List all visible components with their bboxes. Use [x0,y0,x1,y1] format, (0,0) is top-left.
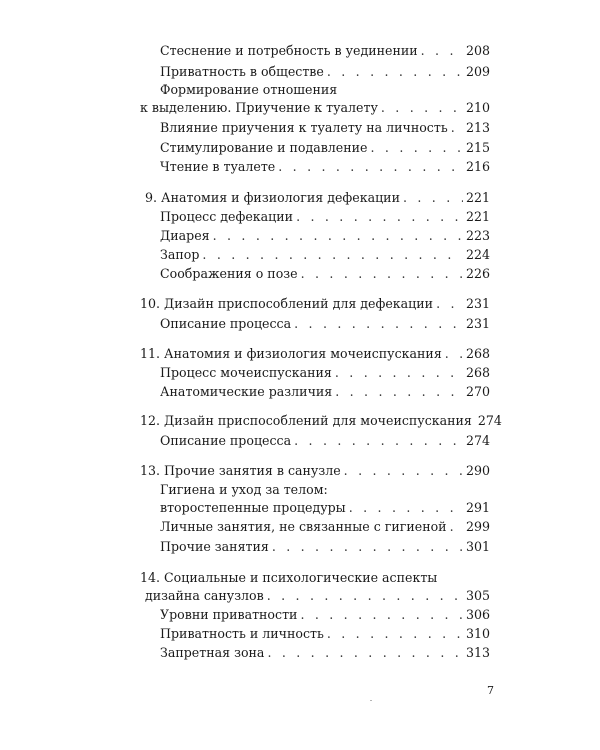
toc-chapter-title [140,345,442,363]
chapter-number: 12. [140,413,161,428]
toc-entry-page: 268 [465,365,490,380]
dot-leader [294,432,463,450]
dot-leader [267,587,463,605]
dot-leader [294,315,463,333]
toc-entry [140,99,490,117]
dot-leader [445,345,463,363]
dot-leader [327,63,463,81]
dot-leader [335,364,463,382]
toc-entry-page: 216 [465,159,490,174]
toc-entry-page: 274 [465,433,490,448]
toc-entry-title: Приватность в обществе [160,64,324,79]
chapter-title-text: Анатомия и физиология дефекации [161,190,400,205]
toc-entry [160,158,490,176]
toc-entry-title: Приватность и личность [160,626,324,641]
toc-chapter-title [140,295,433,313]
dot-leader [213,227,463,245]
toc-entry [160,364,490,382]
chapter-title-text: Социальные и психологические аспекты [164,570,438,585]
toc-entry [160,383,490,401]
toc-entry [160,265,490,283]
toc-entry-title: Уровни приватности [160,607,298,622]
chapter-number: 10. [140,296,161,311]
toc-entry-title-line1: Гигиена и уход за телом: [160,482,328,497]
toc-entry-page: 310 [465,626,490,641]
page-number: 7 [487,684,494,697]
toc-chapter-title-line1 [140,569,437,587]
chapter-title-text: Дизайн приспособлений для дефекации [164,296,434,311]
toc-entry-title: Чтение в туалете [160,159,276,174]
toc-entry-title-line1: Формирование отношения [160,82,338,97]
toc-chapter-page: 274 [477,413,502,428]
dot-leader [436,295,463,313]
toc-entry [160,42,490,60]
chapter-number: 13. [140,463,161,478]
toc-entry-page: 208 [465,43,490,58]
toc-entry-title: Стимулирование и подавление [160,140,368,155]
dot-leader [421,42,463,60]
toc-entry-page: 231 [465,316,490,331]
toc-entry-title: Личные занятия, не связанные с гигиеной [160,519,447,534]
toc-entry-page: 213 [465,120,490,135]
toc-entry-page: 226 [465,266,490,281]
toc-entry [160,499,490,517]
toc-entry [160,119,490,137]
toc-entry-page: 221 [465,209,490,224]
toc-chapter-title [140,462,341,480]
dot-leader [296,208,463,226]
dot-leader [349,499,463,517]
toc-chapter-title: дизайна санузлов [145,588,264,603]
dot-leader [371,139,463,157]
toc-entry-title: Влияние приучения к туалету на личность [160,120,448,135]
dot-leader [202,246,463,264]
toc-entry [160,538,490,556]
toc-entry [160,227,490,245]
toc-chapter [140,345,490,363]
toc-entry-page: 299 [465,519,490,534]
toc-entry-title: Стеснение и потребность в уединении [160,43,418,58]
dot-leader [301,265,463,283]
dot-leader [267,644,463,662]
dot-leader [451,119,463,137]
toc-entry-title: Описание процесса [160,316,292,331]
toc-entry-page: 270 [465,384,490,399]
toc-entry [160,432,490,450]
toc-entry-title: Диарея [160,228,210,243]
dot-leader [327,625,463,643]
toc-entry-page: 215 [465,140,490,155]
chapter-number: 11. [140,346,161,361]
toc-chapter-page: 268 [465,346,490,361]
toc-chapter [140,295,490,313]
dot-leader [300,606,463,624]
dot-leader [403,189,463,207]
toc-entry [160,606,490,624]
print-speck [370,700,372,701]
dot-leader [450,518,463,536]
toc-entry-page: 306 [465,607,490,622]
toc-chapter-title [140,412,472,430]
toc-chapter-page: 221 [465,190,490,205]
dot-leader [278,158,463,176]
chapter-number: 14. [140,570,161,585]
toc-entry-title: Процесс мочеиспускания [160,365,332,380]
toc-entry [160,208,490,226]
toc-entry [160,63,490,81]
toc-entry-title: Прочие занятия [160,539,269,554]
dot-leader [335,383,463,401]
toc-entry-page: 301 [465,539,490,554]
toc-entry-page: 224 [465,247,490,262]
toc-chapter-page: 305 [465,588,490,603]
toc-entry-title: второстепенные процедуры [160,500,346,515]
toc-entry-page: 313 [465,645,490,660]
toc-entry [160,518,490,536]
toc-chapter [140,412,502,430]
toc-entry [160,625,490,643]
dot-leader [381,99,463,117]
chapter-title-text: Прочие занятия в санузле [164,463,341,478]
toc-entry-title: Описание процесса [160,433,292,448]
toc-chapter [145,189,490,207]
toc-entry [160,644,490,662]
toc-entry-page: 291 [465,500,490,515]
toc-entry [160,246,490,264]
toc-entry-title: Анатомические различия [160,384,333,399]
toc-entry-page: 210 [465,100,490,115]
chapter-title-text: Дизайн приспособлений для мочеиспускания [164,413,472,428]
toc-entry-page: 209 [465,64,490,79]
toc-entry-page: 223 [465,228,490,243]
toc-entry-title: Запор [160,247,200,262]
toc-chapter [145,587,490,605]
toc-chapter [140,462,490,480]
dot-leader [344,462,463,480]
toc-chapter-title [145,189,400,207]
dot-leader [272,538,463,556]
chapter-title-text: Анатомия и физиология мочеиспускания [164,346,442,361]
chapter-number: 9. [145,190,158,205]
toc-entry [160,315,490,333]
toc-chapter-page: 231 [465,296,490,311]
toc-entry-title: к выделению. Приучение к туалету [140,100,378,115]
toc-entry-title: Процесс дефекации [160,209,294,224]
toc-chapter-page: 290 [465,463,490,478]
toc-entry-title: Соображения о позе [160,266,298,281]
toc-entry [160,139,490,157]
toc-entry-title: Запретная зона [160,645,265,660]
